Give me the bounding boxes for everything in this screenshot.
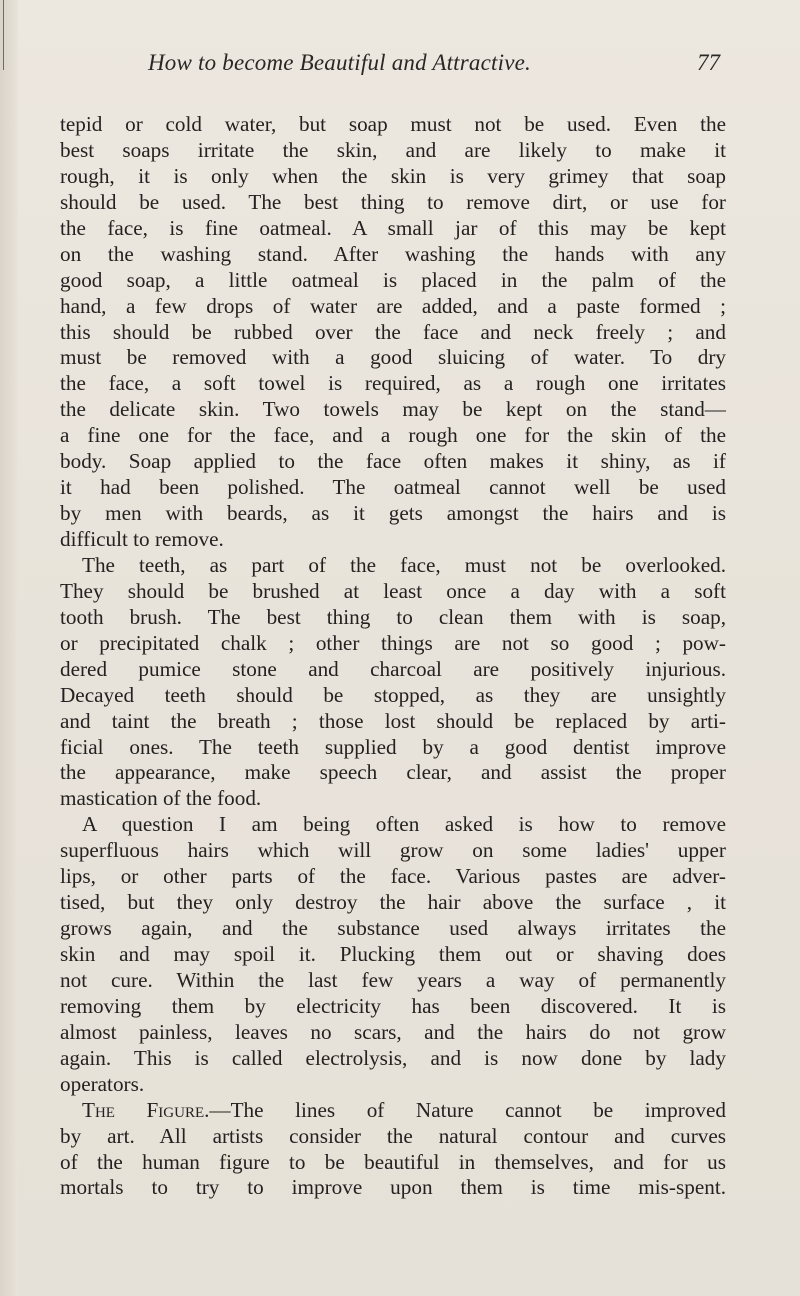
section-heading: The Figure. xyxy=(82,1097,210,1122)
text-line: must be removed with a good sluicing of water. To dry xyxy=(60,345,726,370)
text-line: not cure. Within the last few years a way of permanently xyxy=(60,967,726,992)
text-line: it had been polished. The oatmeal cannot well be used xyxy=(60,475,726,500)
text-line: tooth brush. The best thing to clean them with is soap, xyxy=(60,604,726,629)
text-line: good soap, a little oatmeal is placed in the palm of the xyxy=(60,267,726,292)
body-text xyxy=(60,112,726,1201)
text-line: mortals to try to improve upon them is time mis-spent. xyxy=(60,1175,726,1200)
text-line: dered pumice stone and charcoal are positively injurious. xyxy=(60,656,726,681)
text-line: A question I am being often asked is how to remove xyxy=(82,812,726,837)
text-line: a fine one for the face, and a rough one for the skin of the xyxy=(60,423,726,448)
text-line: the delicate skin. Two towels may be kept on the stand— xyxy=(60,397,726,422)
text-line-rest: —The lines of Nature cannot be improved xyxy=(209,1097,726,1122)
text-line: grows again, and the substance used always irritates the xyxy=(60,916,726,941)
text-line: hand, a few drops of water are added, and a paste formed ; xyxy=(60,293,726,318)
paragraph-oatmeal xyxy=(60,112,726,553)
text-line: should be used. The best thing to remove dirt, or use for xyxy=(60,189,726,214)
text-line: by art. All artists consider the natural contour and curves xyxy=(60,1123,726,1148)
text-line: the appearance, make speech clear, and assist the proper xyxy=(60,760,726,785)
text-line: difficult to remove. xyxy=(60,527,224,551)
text-line: the face, is fine oatmeal. A small jar of this may be kept xyxy=(60,215,726,240)
text-line: almost painless, leaves no scars, and the hairs do not grow xyxy=(60,1019,726,1044)
text-line: superfluous hairs which will grow on some ladies' upper xyxy=(60,838,726,863)
text-line: Decayed teeth should be stopped, as they are unsightly xyxy=(60,682,726,707)
paragraph-figure xyxy=(60,1098,726,1202)
text-line: and taint the breath ; those lost should be replaced by arti- xyxy=(60,708,726,733)
text-line: rough, it is only when the skin is very grimey that soap xyxy=(60,163,726,188)
text-line: mastication of the food. xyxy=(60,786,262,811)
text-line: best soaps irritate the skin, and are likely to make it xyxy=(60,137,726,162)
text-line: or precipitated chalk ; other things are not so good ; pow- xyxy=(60,630,726,655)
text-line: skin and may spoil it. Plucking them out or shaving does xyxy=(60,942,726,966)
running-title: How to become Beautiful and Attractive. xyxy=(148,50,531,75)
text-line: They should be brushed at least once a day with a soft xyxy=(60,578,726,603)
text-line: operators. xyxy=(60,1071,145,1096)
paragraph-teeth xyxy=(60,553,726,812)
text-line: tepid or cold water, but soap must not be used. Even the xyxy=(60,112,726,136)
text-line: tised, but they only destroy the hair above the surface , it xyxy=(60,890,726,915)
paragraph-superfluous-hairs xyxy=(60,812,726,1097)
page-number: 77 xyxy=(697,50,720,75)
text-line: again. This is called electrolysis, and is now done by lady xyxy=(60,1045,726,1070)
text-line: lips, or other parts of the face. Various pastes are adver- xyxy=(60,864,726,889)
text-line: removing them by electricity has been discovered. It is xyxy=(60,993,726,1018)
text-line: of the human figure to be beautiful in themselves, and for us xyxy=(60,1149,726,1174)
text-line: this should be rubbed over the face and neck freely ; and xyxy=(60,319,726,344)
text-line: body. Soap applied to the face often makes it shiny, as if xyxy=(60,449,726,474)
text-line: the face, a soft towel is required, as a rough one irritates xyxy=(60,371,726,396)
page-binding-edge xyxy=(0,0,18,1296)
text-line: on the washing stand. After washing the hands with any xyxy=(60,241,726,266)
running-header xyxy=(60,50,720,90)
text-line: The teeth, as part of the face, must not be overlooked. xyxy=(82,552,726,577)
text-line: by men with beards, as it gets amongst the hairs and is xyxy=(60,501,726,526)
text-line xyxy=(60,1098,726,1124)
text-line: ficial ones. The teeth supplied by a good dentist improve xyxy=(60,734,726,759)
